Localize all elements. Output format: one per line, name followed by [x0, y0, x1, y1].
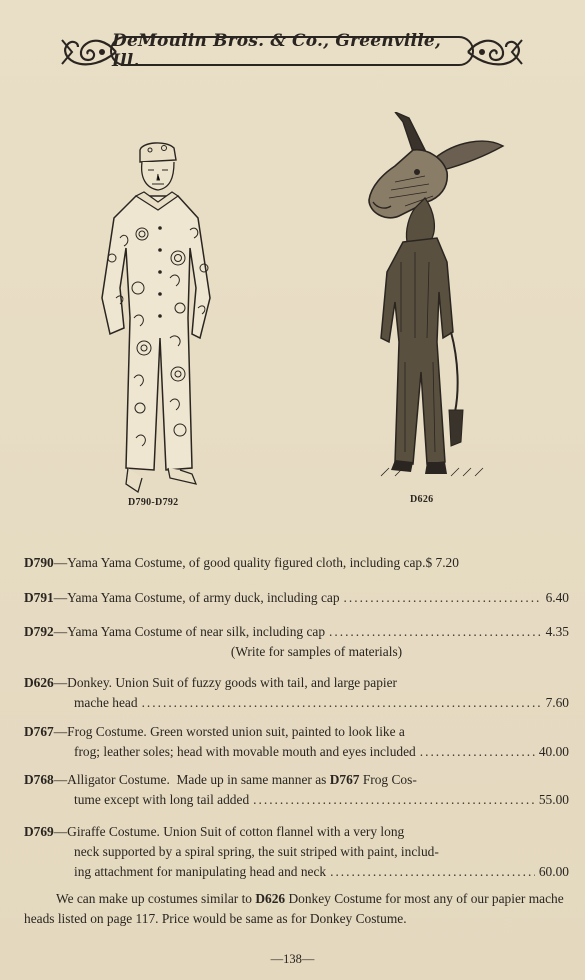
item-price: 40.00 — [538, 744, 569, 759]
scroll-ornament-right — [466, 34, 526, 70]
item-description-line2: tume except with long tail added — [74, 792, 250, 807]
item-description-line1: —Giraffe Costume. Union Suit of cotton flannel with a very long — [53, 824, 405, 839]
item-code: D790 — [24, 555, 54, 570]
item-code: D792 — [24, 624, 54, 639]
item-code: D769 — [24, 824, 54, 839]
footer-note — [24, 889, 569, 929]
item-description-line2: frog; leather soles; head with movable mouth and eyes included — [74, 744, 416, 759]
leader-dots — [142, 693, 542, 713]
item-price: 7.60 — [545, 695, 569, 710]
item-description-line1: —Frog Costume. Green worsted union suit, painted to look like a — [53, 724, 405, 739]
scroll-ornament-left — [58, 34, 118, 70]
catalog-entry-d768 — [24, 770, 569, 810]
leader-dots — [253, 790, 535, 810]
leader-dots — [329, 622, 542, 642]
header-title: DeMoulin Bros. & Co., Greenville, Ill. — [112, 31, 441, 71]
item-code: D626 — [24, 675, 54, 690]
leader-dots — [330, 862, 535, 882]
item-description-line1b: Frog Cos- — [359, 772, 417, 787]
item-reference-code: D767 — [329, 772, 360, 787]
catalog-entry-d792 — [24, 622, 569, 662]
header-banner — [110, 31, 474, 71]
item-code: D791 — [24, 590, 54, 605]
figure-caption-donkey: D626 — [410, 494, 434, 505]
footer-note-part1: We can make up costumes similar to — [56, 891, 256, 906]
item-note: (Write for samples of materials) — [230, 644, 403, 659]
leader-dots — [420, 742, 535, 762]
item-description: —Yama Yama Costume of near silk, including cap — [53, 624, 326, 639]
item-description-line2: mache head — [74, 695, 138, 710]
item-price: 4.35 — [545, 624, 569, 639]
item-description-line1: —Donkey. Union Suit of fuzzy goods with tail, and large papier — [53, 675, 398, 690]
catalog-entry-d767 — [24, 722, 569, 762]
footer-note-part2: Donkey Costume for most any of our papier mache heads listed on page 117. Price would be same as for Donkey Costume. — [24, 891, 564, 926]
item-description: —Yama Yama Costume, of good quality figured cloth, including cap. — [53, 555, 426, 570]
catalog-entry-d790 — [24, 553, 569, 573]
item-price: $ 7.20 — [425, 555, 459, 570]
item-price: 55.00 — [538, 792, 569, 807]
page-header — [58, 31, 526, 71]
item-description: —Yama Yama Costume, of army duck, including cap — [53, 590, 340, 605]
item-price: 6.40 — [545, 590, 569, 605]
leader-dots — [344, 588, 542, 608]
yama-yama-costume-illustration — [80, 138, 220, 498]
catalog-entry-d769 — [24, 822, 569, 882]
donkey-costume-illustration — [355, 112, 515, 492]
item-code: D767 — [24, 724, 54, 739]
item-description-line1a: —Alligator Costume. Made up in same manner as — [53, 772, 330, 787]
item-code: D768 — [24, 772, 54, 787]
page-number: —138— — [270, 952, 315, 966]
figure-caption-yama: D790-D792 — [128, 497, 179, 508]
footer-note-reference: D626 — [255, 891, 286, 906]
item-description-line3: ing attachment for manipulating head and neck — [74, 864, 327, 879]
item-description-line2: neck supported by a spiral spring, the suit striped with paint, includ- — [74, 844, 439, 859]
item-price: 60.00 — [538, 864, 569, 879]
catalog-entry-d626 — [24, 673, 569, 713]
catalog-entry-d791 — [24, 588, 569, 608]
